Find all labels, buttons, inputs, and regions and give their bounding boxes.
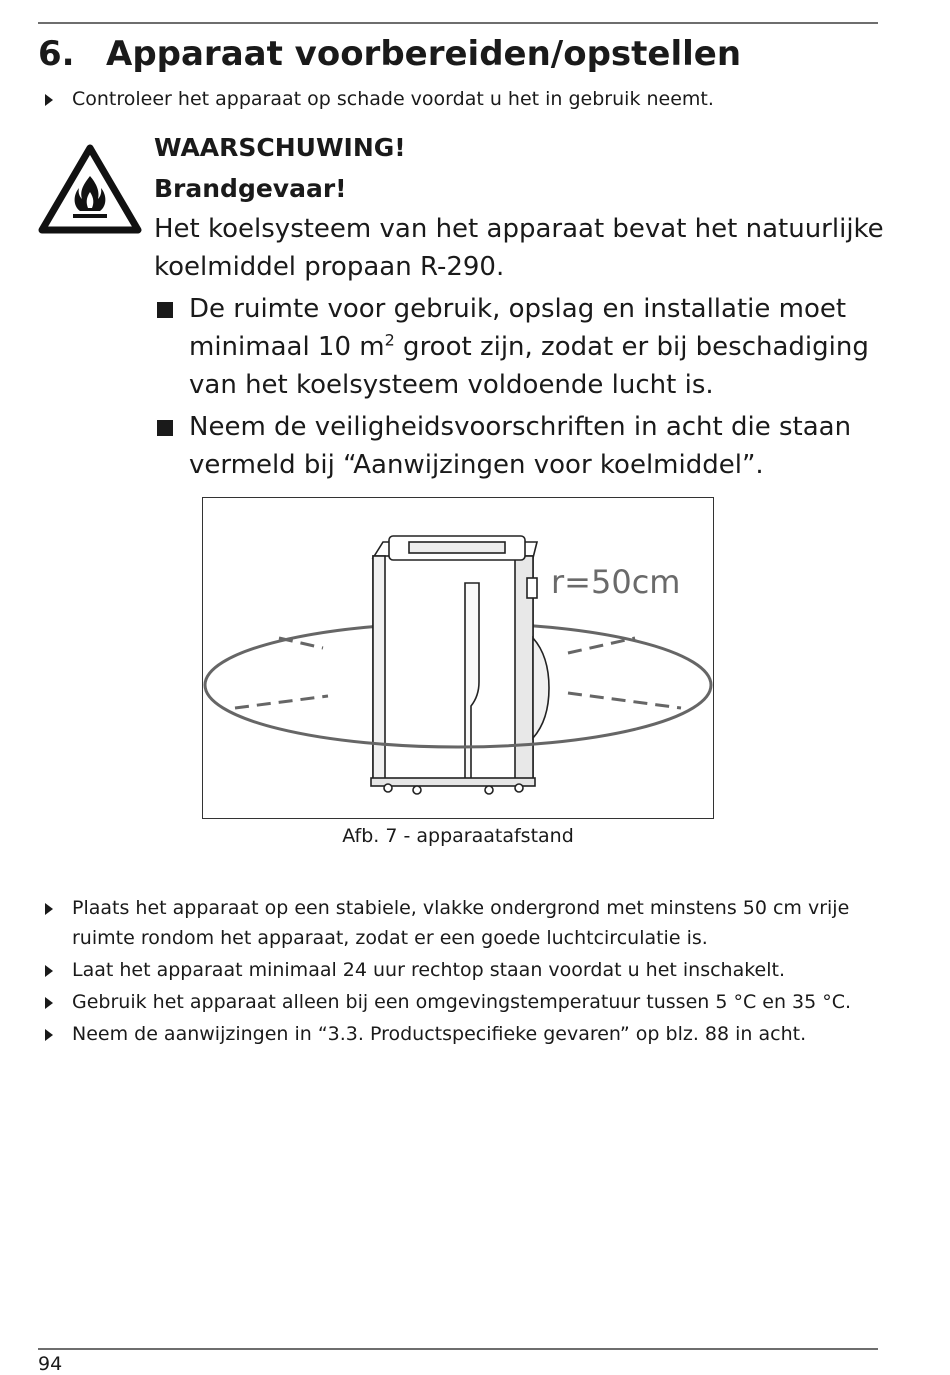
list-item-line: Neem de aanwijzingen in “3.3. Productspecifieke gevaren” op blz. 88 in acht. xyxy=(72,1023,807,1045)
intro-bullet-text: Controleer het apparaat op schade voordat u het in gebruik neemt. xyxy=(72,88,714,110)
square-bullet-icon xyxy=(157,420,173,436)
instruction-list xyxy=(45,893,895,1051)
page-number: 94 xyxy=(38,1353,63,1375)
top-rule xyxy=(38,22,878,24)
list-item-line: Gebruik het apparaat alleen bij een omgevingstemperatuur tussen 5 °C en 35 °C. xyxy=(72,991,852,1013)
warning-subtitle: Brandgevaar! xyxy=(154,174,347,203)
triangle-bullet-icon xyxy=(45,965,53,977)
list-item xyxy=(45,1019,895,1049)
triangle-bullet-icon xyxy=(45,1029,53,1041)
warning-item-text: groot zijn, zodat er bij beschadiging xyxy=(394,332,869,362)
warning-item-line: De ruimte voor gebruik, opslag en installatie moet xyxy=(189,294,847,324)
square-bullet-icon xyxy=(157,302,173,318)
section-heading xyxy=(38,34,741,74)
warning-item-text: minimaal 10 m xyxy=(189,332,385,362)
appliance-clearance-illustration xyxy=(203,498,713,818)
list-item xyxy=(45,955,895,985)
flammable-warning-icon xyxy=(38,142,142,236)
list-item-line: ruimte rondom het apparaat, zodat er een goede luchtcirculatie is. xyxy=(72,927,708,949)
warning-item-line: Neem de veiligheidsvoorschriften in acht die staan xyxy=(189,412,852,442)
list-item-line: Laat het apparaat minimaal 24 uur rechtop staan voordat u het inschakelt. xyxy=(72,959,786,981)
section-number: 6. xyxy=(38,34,75,74)
triangle-bullet-icon xyxy=(45,94,53,106)
figure-caption: Afb. 7 - apparaatafstand xyxy=(342,825,574,847)
warning-item xyxy=(154,408,894,484)
warning-item-line: van het koelsysteem voldoende lucht is. xyxy=(189,370,714,400)
bottom-rule xyxy=(38,1348,878,1350)
warning-item-line xyxy=(189,328,894,366)
warning-text-line: Het koelsysteem van het apparaat bevat het natuurlijke xyxy=(154,214,884,244)
warning-item xyxy=(154,290,894,404)
section-title: Apparaat voorbereiden/opstellen xyxy=(106,34,742,74)
radius-label: r=50cm xyxy=(551,563,681,601)
warning-item-line: vermeld bij “Aanwijzingen voor koelmiddel”. xyxy=(189,450,764,480)
superscript: 2 xyxy=(384,330,395,350)
figure-appliance-distance xyxy=(202,497,714,819)
warning-title: WAARSCHUWING! xyxy=(154,133,406,162)
warning-text-line: koelmiddel propaan R-290. xyxy=(154,252,505,282)
list-item xyxy=(45,987,895,1017)
list-item-line: Plaats het apparaat op een stabiele, vlakke ondergrond met minstens 50 cm vrije xyxy=(72,897,850,919)
warning-block xyxy=(154,128,894,484)
list-item xyxy=(45,893,895,953)
triangle-bullet-icon xyxy=(45,903,53,915)
triangle-bullet-icon xyxy=(45,997,53,1009)
